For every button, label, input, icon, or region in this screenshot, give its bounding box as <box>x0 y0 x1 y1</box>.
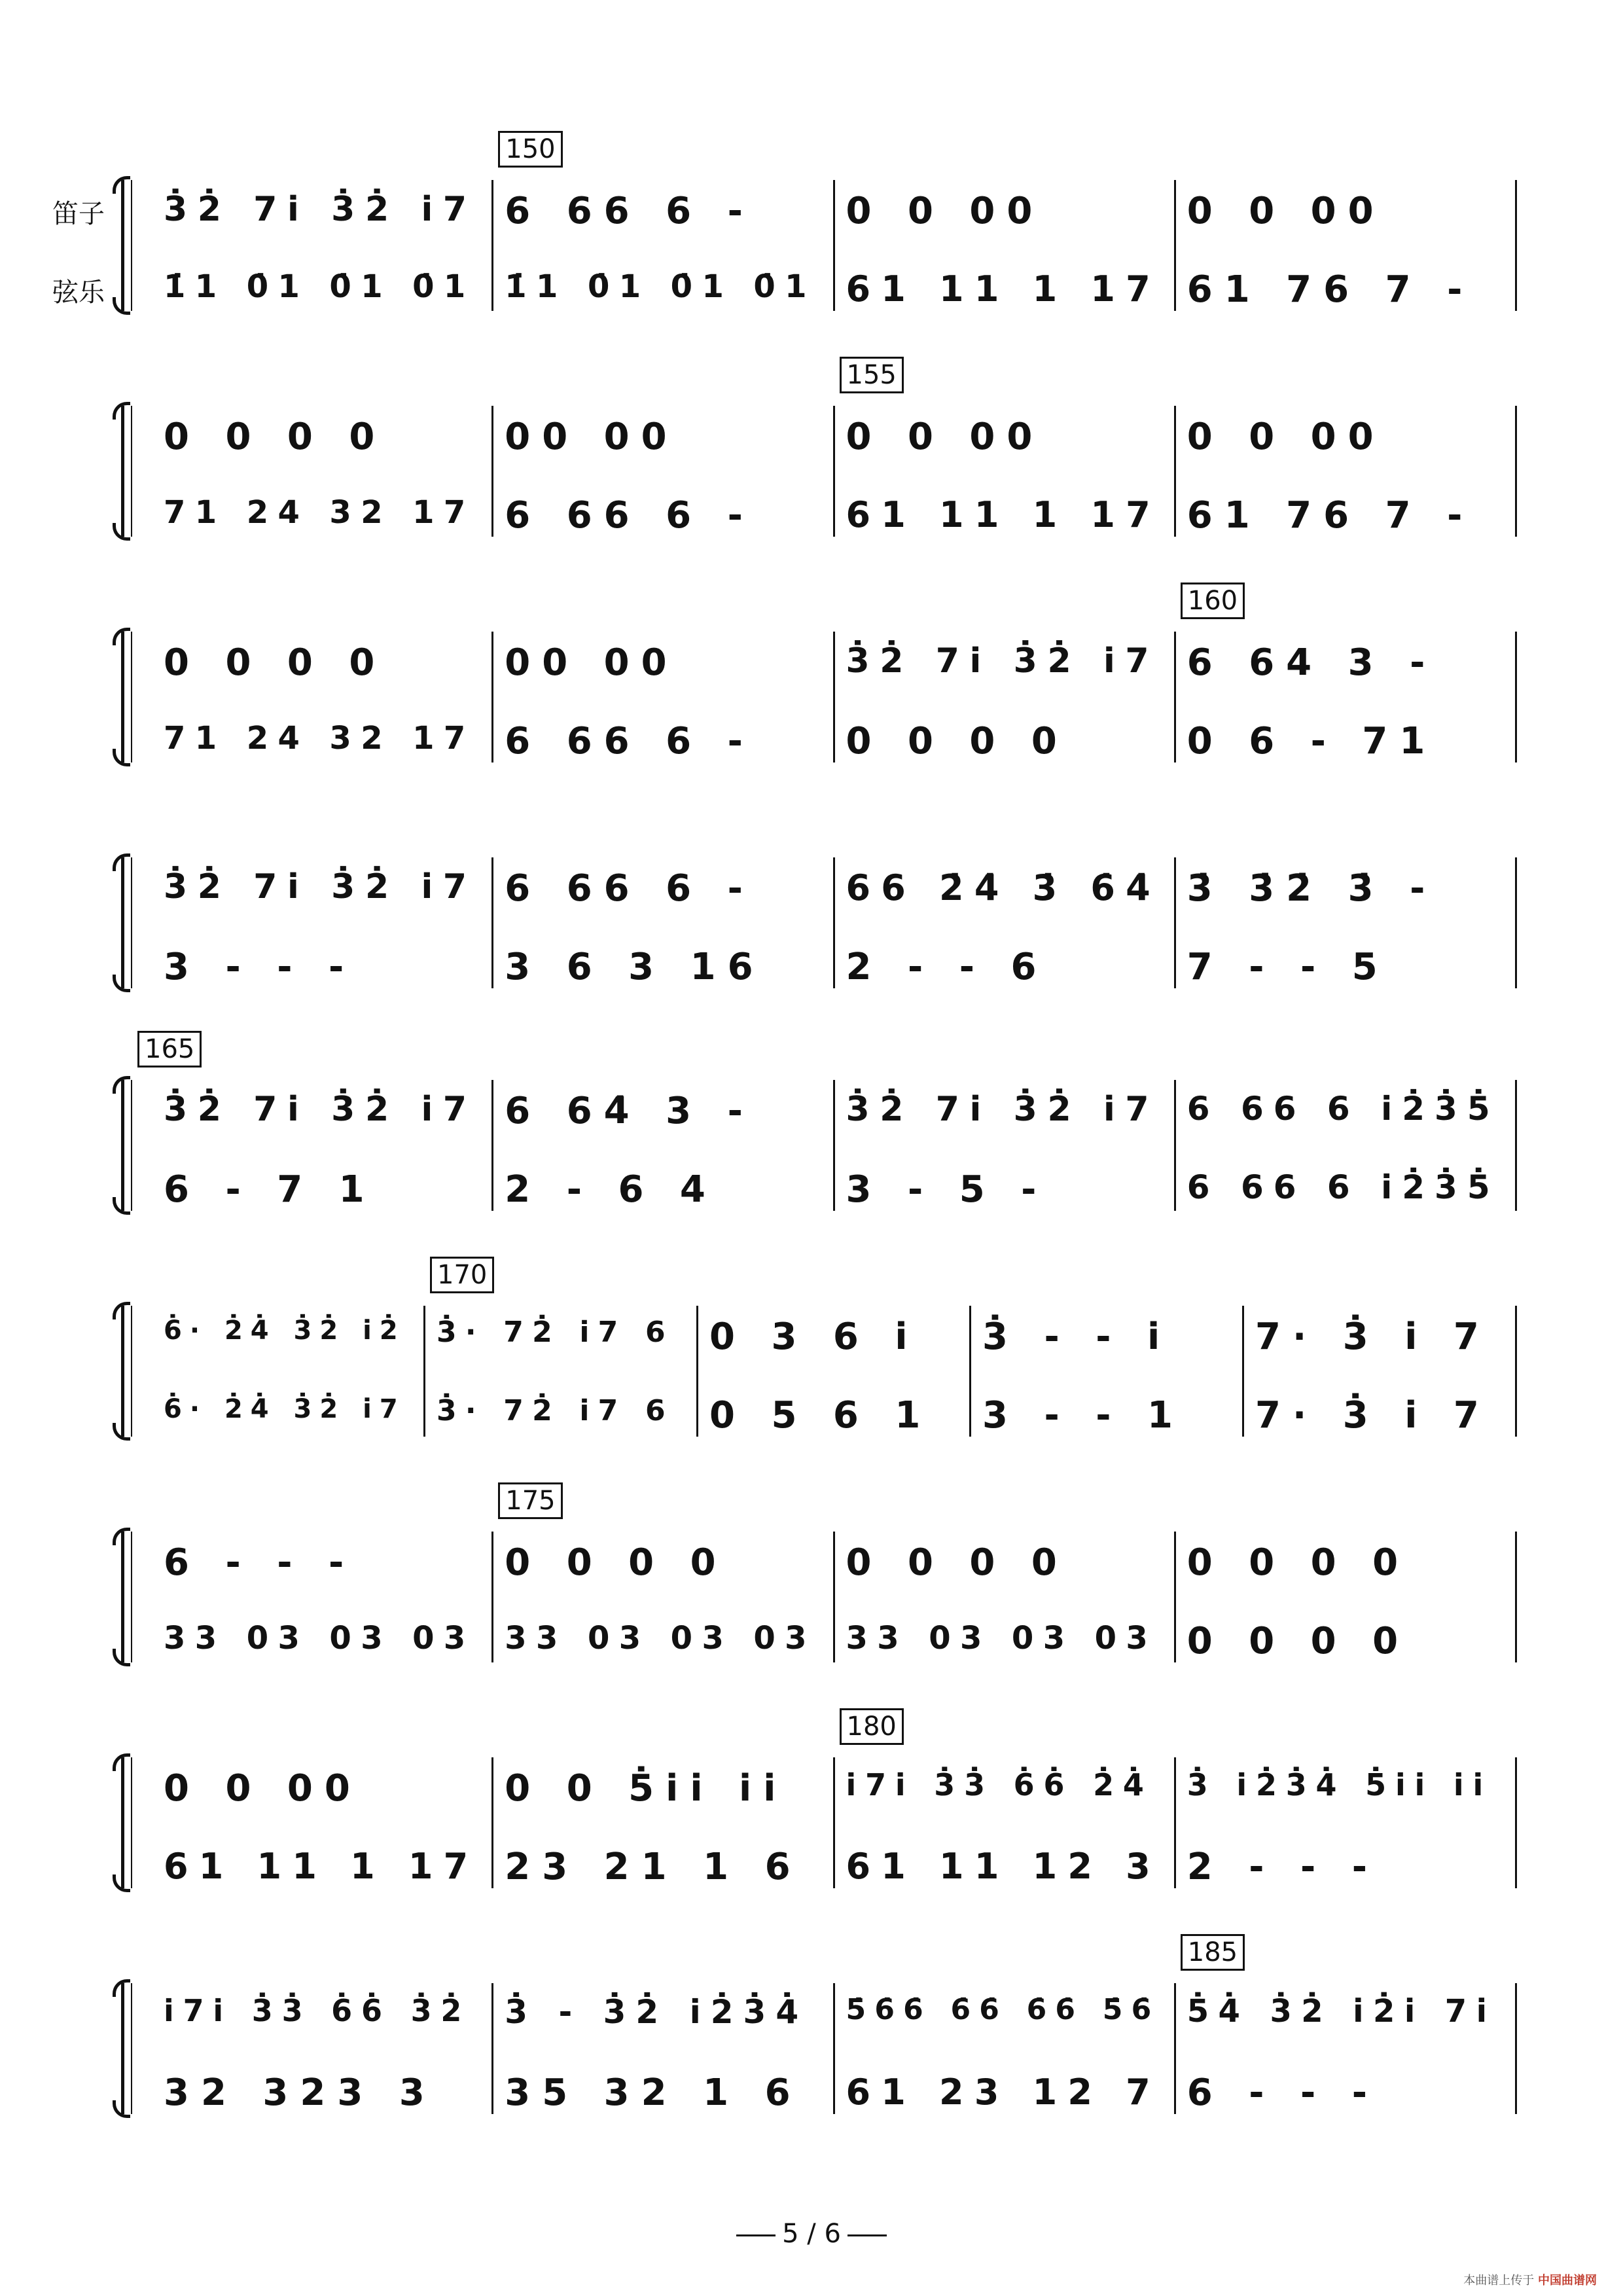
measure-top-notes: 3̇· 72̇ i̇7 6 <box>437 1316 674 1349</box>
barline <box>491 406 493 537</box>
barline <box>1174 632 1176 762</box>
system-bracket <box>121 1080 124 1211</box>
measure-top-notes: 3̇ - - i̇ <box>982 1316 1172 1358</box>
staff-label-bottom: 弦乐 <box>52 278 105 308</box>
page-number: 5 / 6 <box>782 2219 841 2249</box>
barline <box>1515 1983 1517 2114</box>
measure-number-marker: 185 <box>1181 1934 1245 1971</box>
measure-bottom-notes: 61 11 1 17 <box>846 268 1161 310</box>
measure-bottom-notes: 7 - - 5 <box>1186 946 1389 988</box>
measure-top-notes: 6 66 6 - <box>505 867 755 910</box>
measure-number-marker: 175 <box>498 1482 562 1519</box>
measure-bottom-notes: 71 24 32 17 <box>164 720 475 757</box>
measure-top-notes: 3̇2̇ 7i̇ 3̇2̇ i̇7 <box>164 1090 477 1129</box>
measure-bottom-notes: 61 76 7 - <box>1186 494 1474 537</box>
barline <box>491 857 493 988</box>
measure-top-notes: 3̇2̇ 7i̇ 3̇2̇ i̇7 <box>846 641 1160 681</box>
measure-top-notes: 6 64̇ 3 - <box>505 1090 755 1132</box>
measure-bottom-notes: 0 5 6 1 <box>709 1394 933 1437</box>
barline <box>423 1306 425 1437</box>
measure-number-marker: 155 <box>840 357 904 393</box>
measure-bottom-notes: 3 - - 1 <box>982 1394 1185 1437</box>
measure-number-marker: 180 <box>840 1708 904 1745</box>
measure-top-notes: 00 00 <box>505 641 679 684</box>
system-bracket <box>121 406 124 537</box>
watermark <box>1463 2271 1597 2288</box>
measure-top-notes: 7· 3̇ i̇ 7 <box>1255 1316 1491 1358</box>
measure-top-notes: 0 0 00 <box>1186 416 1385 458</box>
system-bracket <box>121 1983 124 2114</box>
measure-top-notes: i̇7i̇ 3̇3̇ 6̇6̇ 3̇2̇ <box>164 1993 471 2028</box>
measure-top-notes: i̇7i̇ 3̇3̇ 6̇6̇ 2̇4̇ <box>846 1767 1153 1803</box>
measure-bottom-notes: 3 6 3 16 <box>505 946 765 988</box>
staff-label-top: 笛子 <box>52 199 105 229</box>
measure-bottom-notes: 23 21 1 6 <box>505 1846 802 1888</box>
measure-number-marker: 165 <box>137 1031 202 1067</box>
barline <box>1174 180 1176 311</box>
barline <box>833 1532 835 1662</box>
measure-top-notes: 6 66 6 - <box>505 190 755 232</box>
measure-top-notes: 0 0 5̇i̇i̇ i̇i̇ <box>505 1767 788 1810</box>
measure-bottom-notes: 0 0 0 0 <box>1186 1620 1410 1662</box>
measure-top-notes: 6̇· 2̇4̇ 3̇2̇ i̇2̇ <box>164 1316 406 1346</box>
measure-top-notes: 00 00 <box>505 416 679 458</box>
system-bracket-line <box>131 1757 132 1888</box>
measure-bottom-notes: 7· 3̇ i̇ 7 <box>1255 1394 1491 1437</box>
measure-bottom-notes: 33 03 03 03 <box>164 1620 475 1657</box>
measure-top-notes: 6 64 3 - <box>1186 641 1437 684</box>
measure-bottom-notes: 6̇· 2̇4̇ 3̇2̇ i̇7 <box>164 1394 406 1424</box>
measure-top-notes: 6 - - - <box>164 1541 356 1584</box>
barline <box>491 1983 493 2114</box>
system-bracket-line <box>131 406 132 537</box>
barline <box>833 632 835 762</box>
measure-top-notes: 0 0 00 <box>846 190 1044 232</box>
system-bracket <box>121 1757 124 1888</box>
system-bracket-line <box>131 1080 132 1211</box>
measure-top-notes: 6 66 6 i̇2̇3̇5̇ <box>1186 1090 1500 1128</box>
barline <box>491 1757 493 1888</box>
measure-bottom-notes: 0 0 0 0 <box>846 720 1069 762</box>
barline <box>1515 180 1517 311</box>
watermark-text: 本曲谱上传于 <box>1463 2274 1535 2287</box>
system-bracket <box>121 180 124 311</box>
measure-bottom-notes: 6 - 7 1 <box>164 1168 376 1211</box>
system-bracket-line <box>131 857 132 988</box>
measure-top-notes: 0 0 00 <box>164 1767 362 1810</box>
measure-bottom-notes: 6 66 6 - <box>505 720 755 762</box>
barline <box>1242 1306 1244 1437</box>
measure-number-marker: 160 <box>1181 583 1245 619</box>
measure-bottom-notes: 35 32 1 6 <box>505 2072 802 2114</box>
measure-top-notes: 0 0 0 0 <box>164 416 387 458</box>
watermark-brand: 中国曲谱网 <box>1538 2274 1597 2287</box>
barline <box>491 1532 493 1662</box>
barline <box>696 1306 698 1437</box>
system-bracket <box>121 1532 124 1662</box>
measure-top-notes: 0 3 6 i̇ <box>709 1316 919 1358</box>
measure-bottom-notes: 1̇1 0̇1 0̇1 0̇1 <box>164 268 475 305</box>
barline <box>833 406 835 537</box>
system-bracket-line <box>131 1306 132 1437</box>
barline <box>1174 1532 1176 1662</box>
measure-bottom-notes: 61 76 7 - <box>1186 268 1474 311</box>
system-bracket <box>121 632 124 762</box>
system-bracket-line <box>131 1983 132 2114</box>
measure-bottom-notes: 6 66 6 - <box>505 494 755 537</box>
measure-bottom-notes: 6 66 6 i̇2̇3̇5̇ <box>1186 1168 1500 1206</box>
measure-top-notes: 3̇2̇ 7i̇ 3̇2̇ i̇7 <box>164 867 477 906</box>
measure-bottom-notes: 2 - - 6 <box>846 946 1048 988</box>
measure-bottom-notes: 2 - 6 4 <box>505 1168 717 1211</box>
measure-top-notes: 3̇ i̇2̇3̇4̇ 5̇i̇i̇ i̇i̇ <box>1186 1767 1493 1803</box>
measure-bottom-notes: 0 6 - 71 <box>1186 720 1437 762</box>
barline <box>833 1080 835 1211</box>
measure-top-notes: 0 0 00 <box>846 416 1044 458</box>
measure-top-notes: 5̇4̇ 3̇2̇ i̇2̇i̇ 7i̇ <box>1186 1993 1497 2030</box>
barline <box>1515 1757 1517 1888</box>
barline <box>833 1983 835 2114</box>
barline <box>1515 406 1517 537</box>
barline <box>491 180 493 311</box>
measure-top-notes: 3̇ - 3̇2̇ i̇2̇3̇4̇ <box>505 1993 809 2031</box>
barline <box>833 857 835 988</box>
measure-bottom-notes: 2 - - - <box>1186 1846 1379 1888</box>
barline <box>1174 1757 1176 1888</box>
measure-top-notes: 66 2̇4̇ 3̇ 6̇4̇ <box>846 867 1161 908</box>
measure-bottom-notes: 32 323 3 <box>164 2072 437 2114</box>
page-footer <box>0 2219 1623 2249</box>
measure-bottom-notes: 71 24 32 17 <box>164 494 475 531</box>
barline <box>1174 406 1176 537</box>
system-bracket-line <box>131 632 132 762</box>
measure-top-notes: 5̇6̇6̇ 6̇6̇ 6̇6̇ 5̇6̇ <box>846 1993 1160 2026</box>
barline <box>1515 1532 1517 1662</box>
barline <box>833 1757 835 1888</box>
measure-top-notes: 0 0 0 0 <box>1186 1541 1410 1584</box>
measure-top-notes: 0 0 00 <box>1186 190 1385 232</box>
barline <box>1515 1080 1517 1211</box>
barline <box>969 1306 971 1437</box>
measure-bottom-notes: 3 - 5 - <box>846 1168 1048 1211</box>
measure-top-notes: 3̇2̇ 7i̇ 3̇2̇ i̇7 <box>164 190 477 229</box>
measure-top-notes: 3̇2̇ 7i̇ 3̇2̇ i̇7 <box>846 1090 1160 1129</box>
measure-bottom-notes: 61 11 1 17 <box>846 494 1161 535</box>
measure-bottom-notes: 33 03 03 03 <box>505 1620 816 1657</box>
system-bracket-line <box>131 180 132 311</box>
measure-bottom-notes: 3 - - - <box>164 946 356 988</box>
measure-bottom-notes: 61 11 1 17 <box>164 1846 479 1887</box>
system-bracket <box>121 1306 124 1437</box>
measure-top-notes: 0 0 0 0 <box>846 1541 1069 1584</box>
barline <box>1515 632 1517 762</box>
measure-top-notes: 3̇ 3̇2̇ 3̇ - <box>1186 867 1437 910</box>
measure-bottom-notes: 1̇1 0̇1 0̇1 0̇1 <box>505 268 816 305</box>
measure-bottom-notes: 61 23 12 7 <box>846 2072 1161 2113</box>
barline <box>1174 1080 1176 1211</box>
measure-bottom-notes: 33 03 03 03 <box>846 1620 1158 1657</box>
measure-top-notes: 0 0 0 0 <box>505 1541 728 1584</box>
measure-bottom-notes: 61 11 12 3 <box>846 1846 1161 1887</box>
system-bracket-line <box>131 1532 132 1662</box>
measure-number-marker: 170 <box>430 1257 494 1293</box>
measure-bottom-notes: 6 - - - <box>1186 2072 1379 2114</box>
barline <box>1174 1983 1176 2114</box>
measure-top-notes: 0 0 0 0 <box>164 641 387 684</box>
barline <box>1515 1306 1517 1437</box>
barline <box>1174 857 1176 988</box>
system-bracket <box>121 857 124 988</box>
barline <box>491 632 493 762</box>
measure-number-marker: 150 <box>498 131 562 168</box>
barline <box>833 180 835 311</box>
barline <box>1515 857 1517 988</box>
barline <box>491 1080 493 1211</box>
measure-bottom-notes: 3̇· 72̇ i̇7 6 <box>437 1394 674 1427</box>
